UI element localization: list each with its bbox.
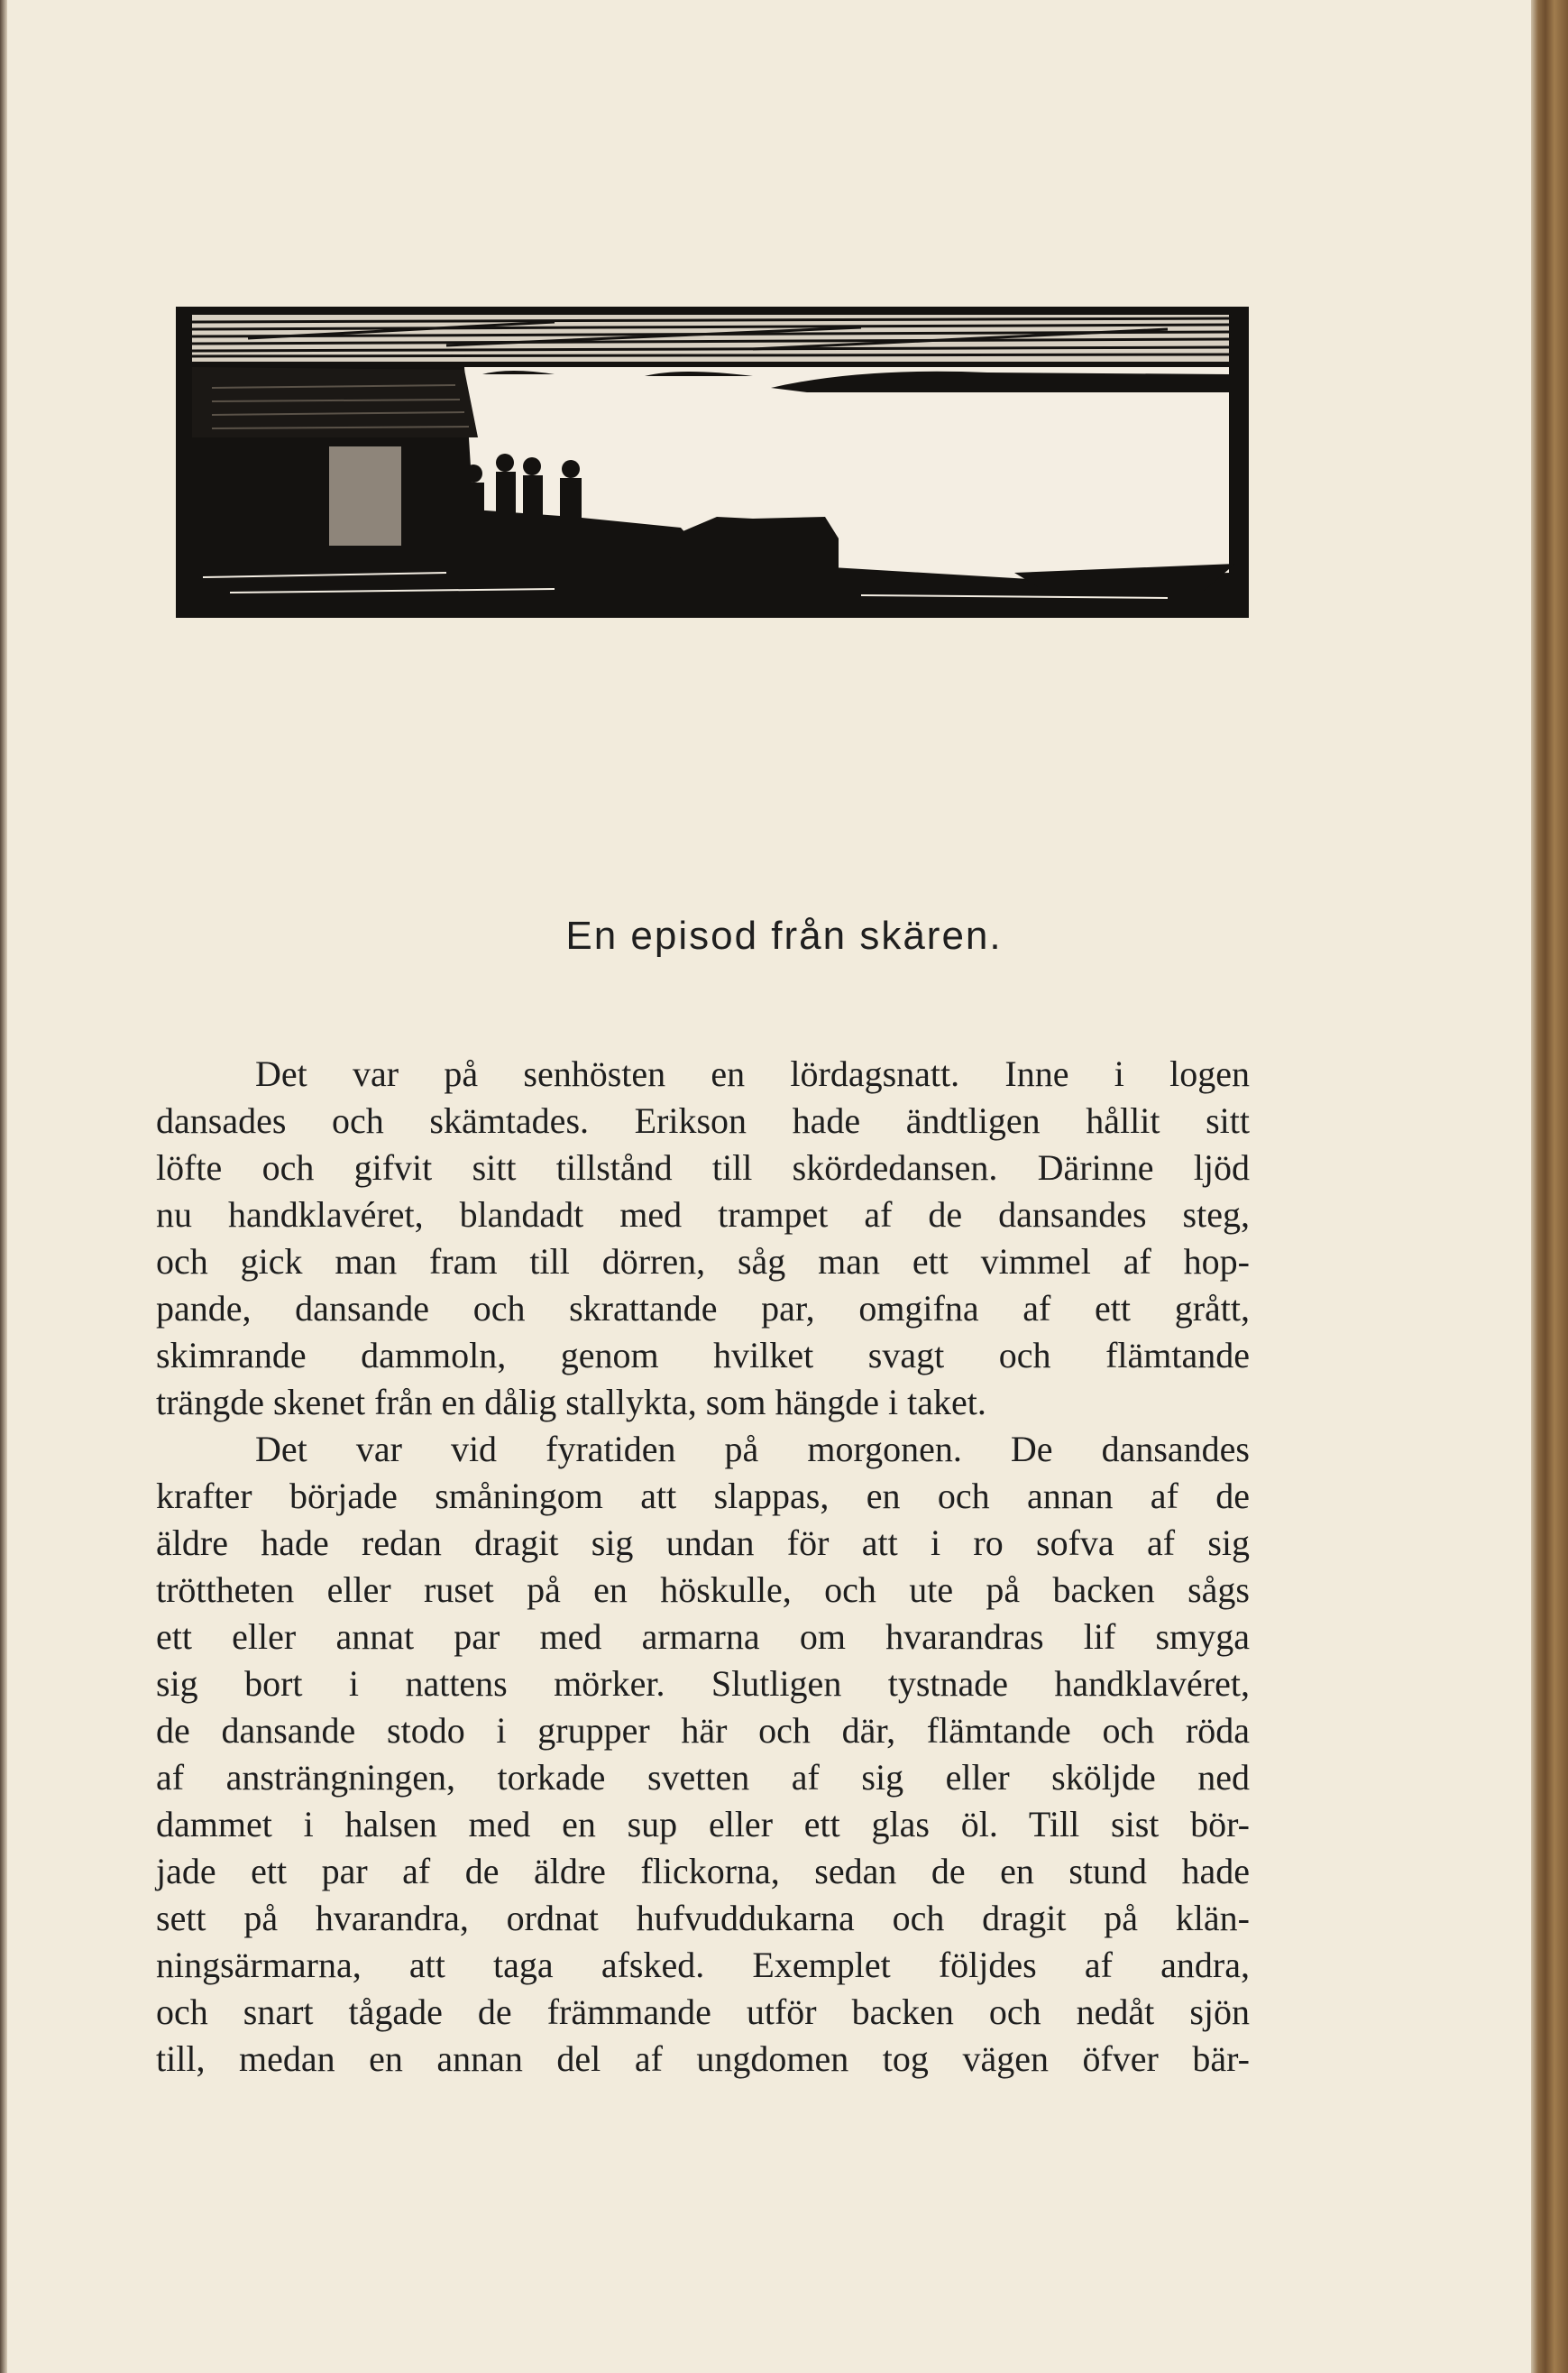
- text-line: till, medan en annan del af ungdomen tog vägen öfver bär-: [156, 2038, 1250, 2079]
- text-line: ningsärmarna, att taga afsked. Exemplet följdes af andra,: [156, 1945, 1250, 1985]
- text-line: tröttheten eller ruset på en höskulle, och ute på backen sågs: [156, 1569, 1250, 1610]
- text-line: och snart tågade de främmande utför backen och nedåt sjön: [156, 1991, 1250, 2032]
- text-line: nu handklavéret, blandadt med trampet af de dansandes steg,: [156, 1194, 1250, 1235]
- paragraph-1: [156, 1051, 1250, 1426]
- text-line: pande, dansande och skrattande par, omgifna af ett grått,: [156, 1288, 1250, 1329]
- text-line: trängde skenet från en dålig stallykta, som hängde i taket.: [156, 1382, 986, 1422]
- text-line: Det var vid fyratiden på morgonen. De dansandes: [255, 1429, 1250, 1469]
- text-line: sett på hvarandra, ordnat hufvuddukarna och dragit på klän-: [156, 1898, 1250, 1938]
- text-line: de dansande stodo i grupper här och där, flämtande och röda: [156, 1710, 1250, 1751]
- text-line: dammet i halsen med en sup eller ett glas öl. Till sist bör-: [156, 1804, 1250, 1844]
- text-line: Det var på senhösten en lördagsnatt. Inne i logen: [255, 1053, 1250, 1094]
- paragraph-2: [156, 1426, 1250, 2083]
- book-spine-edge: [1531, 0, 1568, 2373]
- chapter-title: En episod från skären.: [565, 914, 1003, 958]
- page-left-edge: [0, 0, 7, 2373]
- text-line: af ansträngningen, torkade svetten af sig eller sköljde ned: [156, 1757, 1250, 1798]
- text-line: löfte och gifvit sitt tillstånd till skördedansen. Därinne ljöd: [156, 1147, 1250, 1188]
- text-line: ett eller annat par med armarna om hvarandras lif smyga: [156, 1616, 1250, 1657]
- text-line: äldre hade redan dragit sig undan för att i ro sofva af sig: [156, 1522, 1250, 1563]
- text-line: krafter började småningom att slappas, en och annan af de: [156, 1476, 1250, 1516]
- text-line: skimrande dammoln, genom hvilket svagt och flämtande: [156, 1335, 1250, 1375]
- text-line: dansades och skämtades. Erikson hade ändtligen hållit sitt: [156, 1100, 1250, 1141]
- text-line: sig bort i nattens mörker. Slutligen tystnade handklavéret,: [156, 1663, 1250, 1704]
- text-line: jade ett par af de äldre flickorna, sedan de en stund hade: [156, 1851, 1250, 1891]
- text-line: och gick man fram till dörren, såg man ett vimmel af hop-: [156, 1241, 1250, 1282]
- woodcut-archipelago-scene-icon: [176, 302, 1249, 622]
- body-text: [156, 1051, 1250, 2083]
